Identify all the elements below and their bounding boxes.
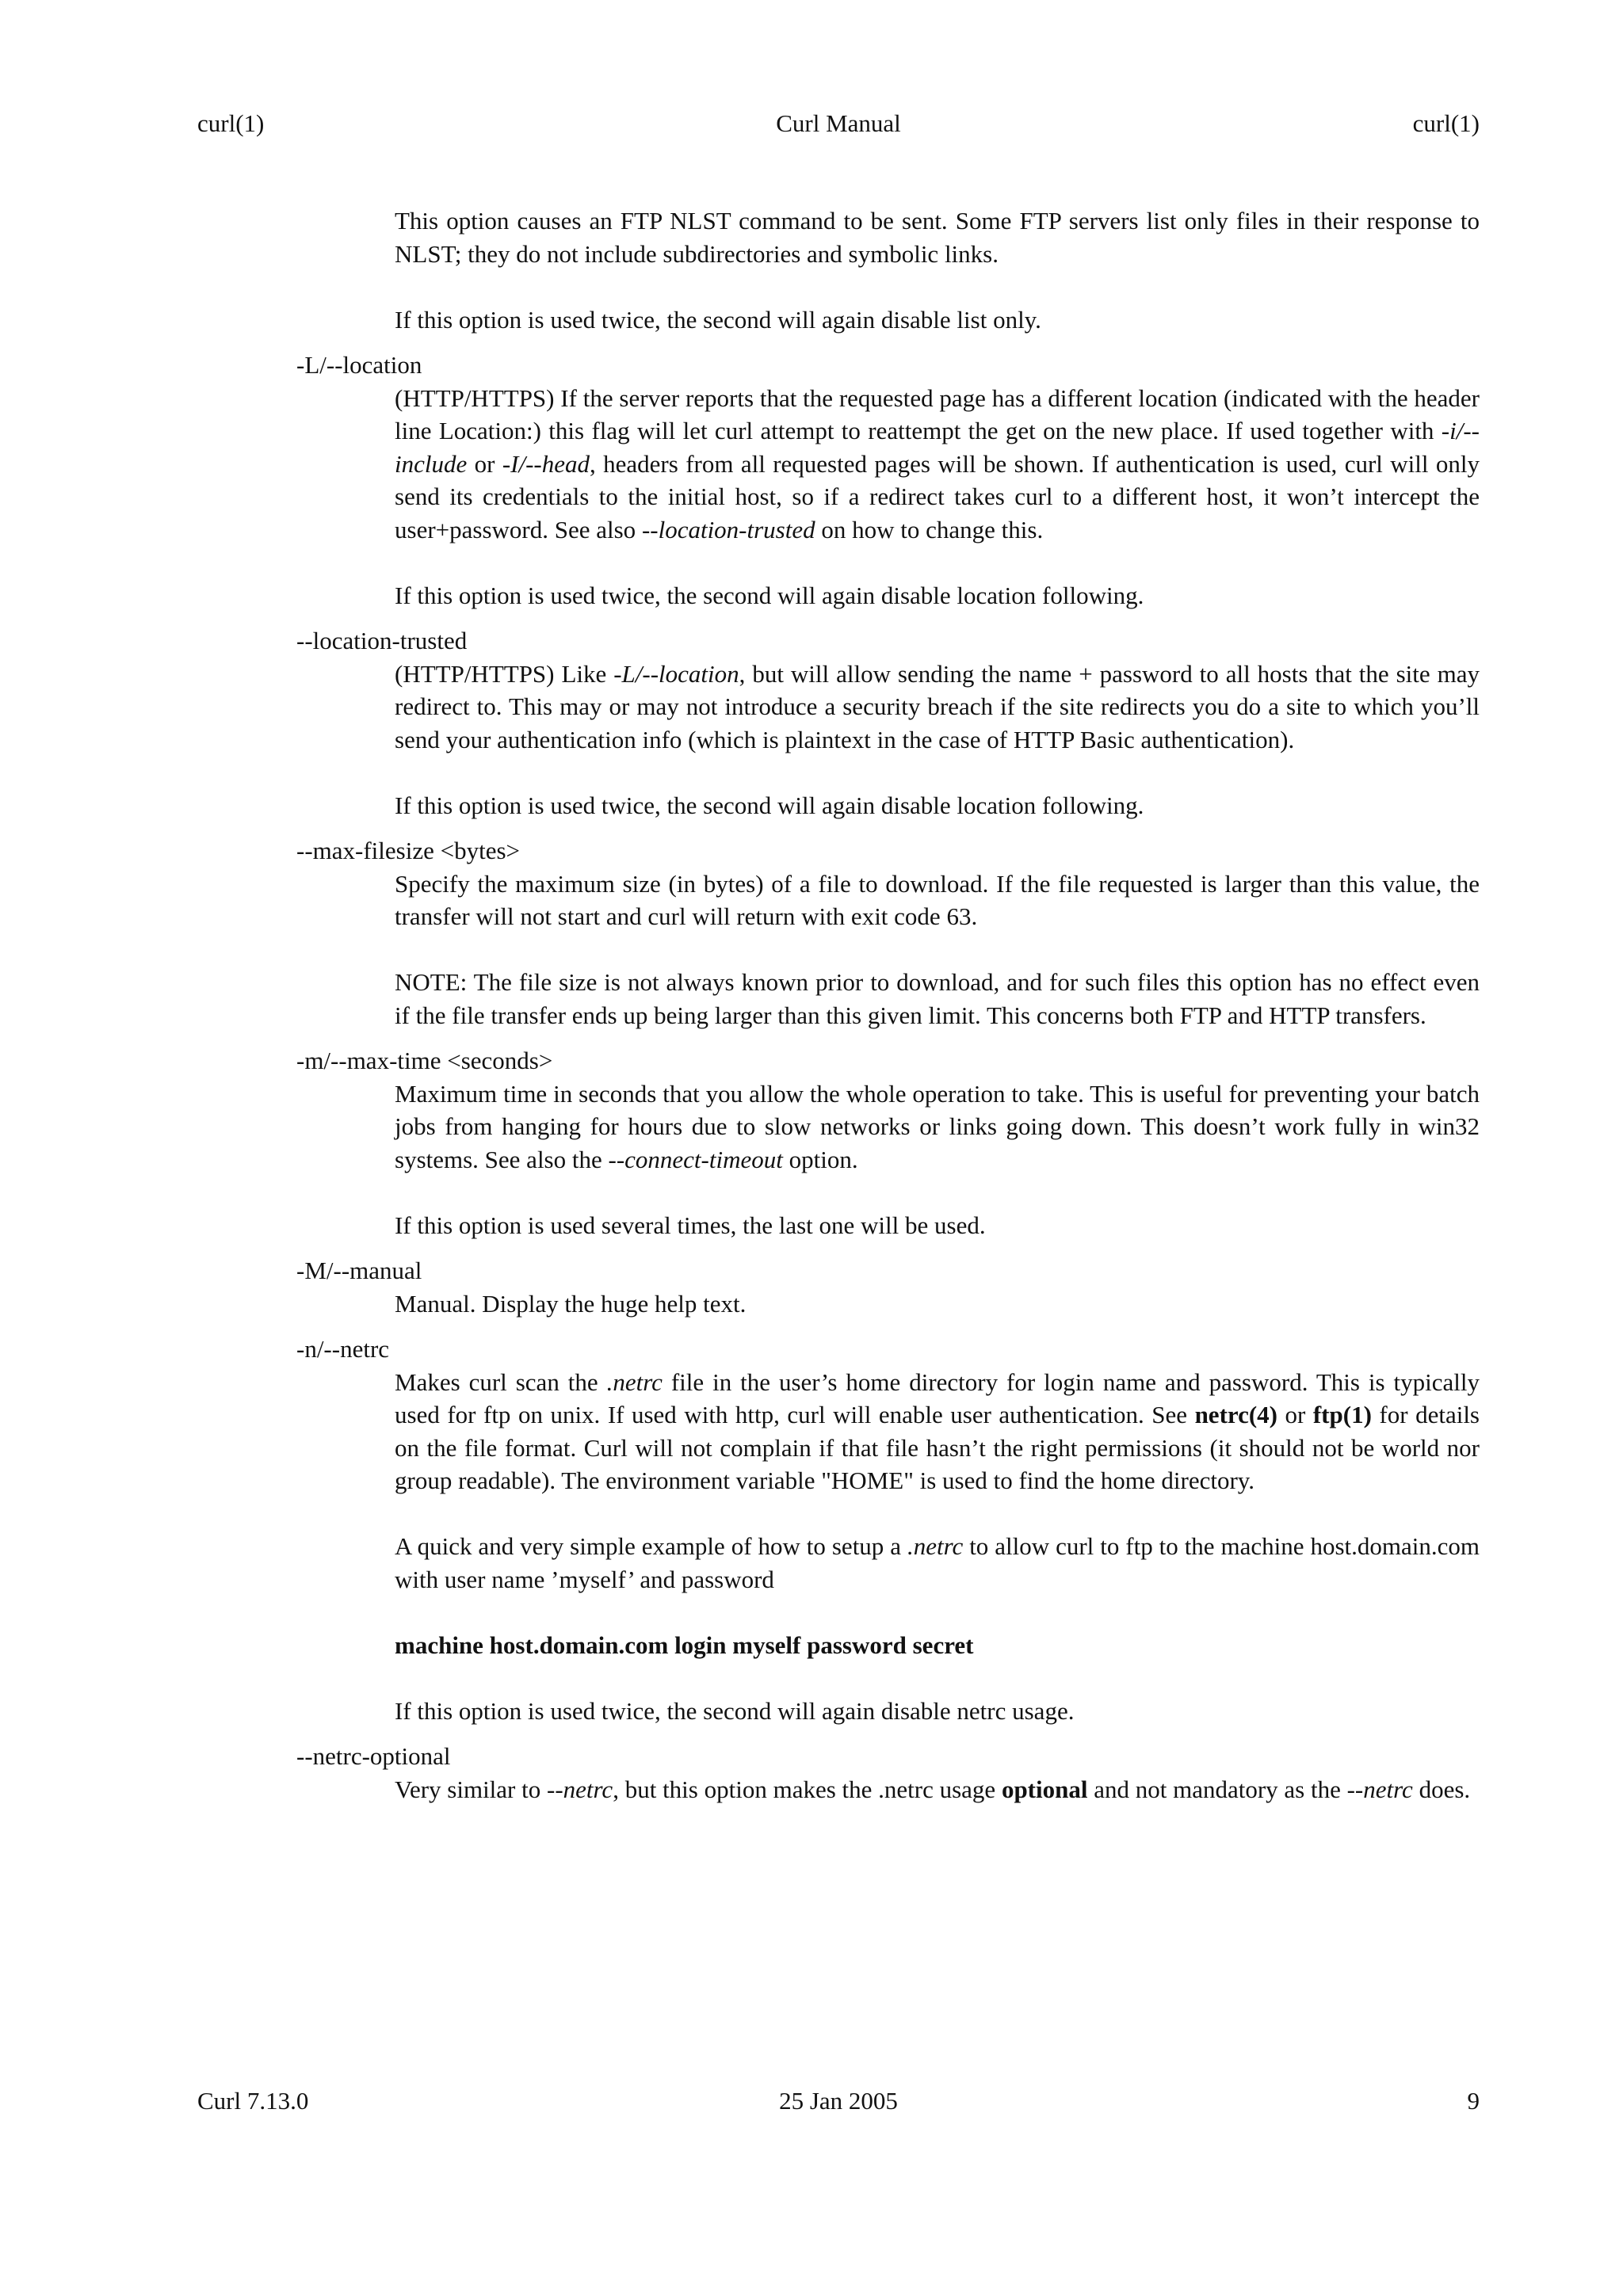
option-netrc-description: Makes curl scan the .netrc file in the user’s home directory for login name and password. This is typically used for ftp on unix. If used with http, curl will enable user authentication. See netrc(4) or ftp(1) for details on the file format. Curl will not complain if that file hasn’t the right permissions (it should not be world nor group readable). The environment variable "HOME" is used to find the home directory. [395,1367,1480,1494]
location-ref: -L/--location [613,659,739,688]
option-max-time-twice-note: If this option is used several times, the last one will be used. [395,1211,986,1239]
nlst-description: This option causes an FTP NLST command to be sent. Some FTP servers list only files in their response to NLST; they do not include subdirectories and symbolic links. [395,207,1480,268]
option-max-time-name: -m/--max-time <seconds> [296,1047,553,1074]
netrc-file-ref: .netrc [606,1367,663,1396]
header-title: Curl Manual [776,109,901,137]
page-number: 9 [1467,2087,1480,2115]
option-netrc-name: -n/--netrc [296,1335,390,1363]
list-only-twice-note: If this option is used twice, the second will again disable list only. [395,305,1041,334]
include-ref: -i/--include [395,417,1480,478]
footer-version: Curl 7.13.0 [197,2087,309,2115]
netrc-ref: --netrc [547,1775,613,1803]
option-location-name: -L/--location [296,351,422,379]
optional-emphasis: optional [1001,1775,1088,1803]
ftp-man-ref: ftp(1) [1312,1401,1372,1428]
option-netrc-example-intro: A quick and very simple example of how to setup a .netrc to allow curl to ftp to the machine host.domain.com with user name ’myself’ and password [395,1532,1480,1593]
option-max-filesize-note: NOTE: The file size is not always known prior to download, and for such files this option has no effect even if the file transfer ends up being larger than this given limit. This concerns both FTP and HTTP transfers. [395,968,1480,1029]
option-max-filesize-name: --max-filesize <bytes> [296,837,520,864]
option-location-trusted-name: --location-trusted [296,627,468,654]
option-netrc-optional-description: Very similar to --netrc, but this option makes the .netrc usage optional and not mandatory as the --netrc does. [395,1775,1471,1803]
netrc-ref-2: --netrc [1346,1775,1413,1803]
option-netrc-twice-note: If this option is used twice, the second will again disable netrc usage. [395,1696,1075,1725]
page-header [197,108,1480,139]
connect-timeout-ref: --connect-timeout [608,1145,783,1173]
header-right: curl(1) [1412,109,1480,137]
header-left: curl(1) [197,109,265,137]
option-manual-description: Manual. Display the huge help text. [395,1289,747,1318]
netrc-file-ref-2: .netrc [907,1532,964,1560]
option-location-trusted-description: (HTTP/HTTPS) Like -L/--location, but will allow sending the name + password to all hosts that the site may redirect to. This may or may not introduce a security breach if the site redirects you do a site to which you’ll send your authentication info (which is plaintext in the case of HTTP Basic authentication). [395,659,1480,753]
netrc-man-ref: netrc(4) [1194,1401,1277,1428]
option-max-time-description: Maximum time in seconds that you allow the whole operation to take. This is useful for preventing your batch jobs from hanging for hours due to slow networks or links going down. This doesn’t work fully in win32 systems. See also the --connect-timeout option. [395,1079,1480,1173]
head-ref: -I/--head [502,449,590,478]
option-netrc-optional-name: --netrc-optional [296,1742,451,1770]
page-footer [197,2085,1480,2117]
location-trusted-ref: --location-trusted [641,515,815,543]
option-location-description: (HTTP/HTTPS) If the server reports that the requested page has a different location (indicated with the header line Location:) this flag will let curl attempt to reattempt the get on the new place. If used together with -i/--include or -I/--head, headers from all requested pages will be shown. If authentication is used, curl will only send its credentials to the initial host, so if a redirect takes curl to a different host, it won’t intercept the user+password. See also --location-trusted on how to change this. [395,383,1480,543]
option-max-filesize-description: Specify the maximum size (in bytes) of a file to download. If the file requested is larger than this value, the transfer will not start and curl will return with exit code 63. [395,869,1480,930]
footer-date: 25 Jan 2005 [779,2087,898,2115]
option-location-trusted-twice-note: If this option is used twice, the second will again disable location following. [395,791,1144,819]
manual-content [0,204,1623,1806]
option-netrc-example: machine host.domain.com login myself password secret [395,1630,974,1659]
option-location-twice-note: If this option is used twice, the second will again disable location following. [395,581,1144,609]
option-manual-name: -M/--manual [296,1257,422,1284]
